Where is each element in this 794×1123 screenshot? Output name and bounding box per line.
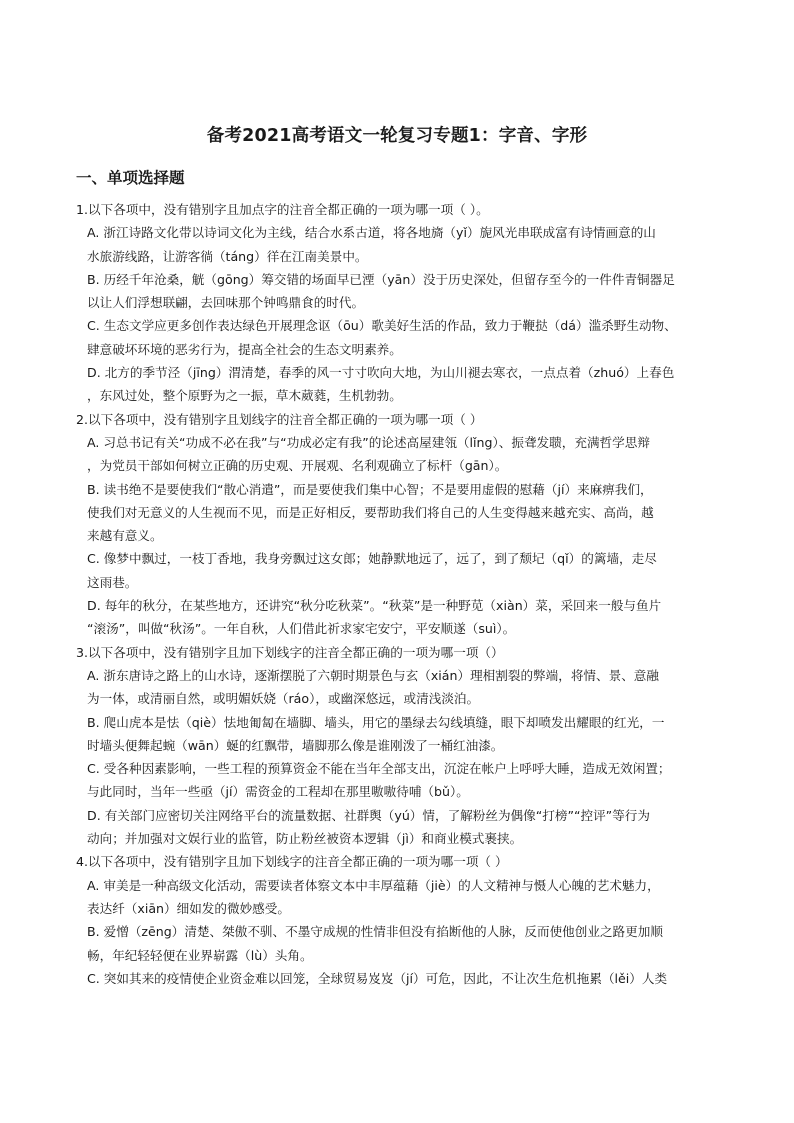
option-line: D. 每年的秋分，在某些地方，还讲究“秋分吃秋菜”。“秋菜”是一种野苋（xiàn）菜，采回来一般与鱼片 — [87, 598, 662, 614]
question-stem: 3.以下各项中，没有错别字且加下划线字的注音全都正确的一项为哪一项（） — [76, 644, 504, 660]
question-3 — [76, 641, 722, 851]
option-d[interactable] — [76, 804, 722, 851]
option-line: “滚汤”，叫做“秋汤”。一年自秋，人们借此祈求家宅安宁，平安顺遂（suì）。 — [87, 621, 516, 637]
option-line: A. 浙东唐诗之路上的山水诗，逐渐摆脱了六朝时期景色与玄（xián）理相割裂的弊端，将情、景、意融 — [87, 667, 659, 683]
option-b[interactable] — [76, 711, 722, 758]
option-line: 为一体，或清丽自然，或明媚妖娆（ráo），或幽深悠远，或清浅淡泊。 — [87, 691, 480, 707]
option-a[interactable] — [76, 431, 722, 478]
question-stem: 4.以下各项中，没有错别字且加下划线字的注音全都正确的一项为哪一项（ ） — [76, 854, 508, 870]
option-b[interactable] — [76, 268, 722, 315]
option-line: 表达纤（xiān）细如发的微妙感受。 — [87, 900, 290, 916]
option-b[interactable] — [76, 920, 722, 967]
option-c[interactable] — [76, 314, 722, 361]
question-1 — [76, 198, 722, 408]
option-a[interactable] — [76, 664, 722, 711]
option-c[interactable] — [76, 757, 722, 804]
option-line: B. 读书绝不是要使我们“散心消遣”，而是要使我们集中心智；不是要用虚假的慰藉（jí）来麻痹我们， — [87, 481, 653, 497]
option-line: C. 突如其来的疫情使企业资金难以回笼，全球贸易岌岌（jí）可危，因此，不让次生危机拖累（lěi）人类 — [87, 970, 668, 986]
option-line: A. 浙江诗路文化带以诗词文化为主线，结合水系古道，将各地旖（yǐ）旎风光串联成富有诗情画意的山 — [87, 225, 656, 241]
option-line: A. 审美是一种高级文化活动，需要读者体察文本中丰厚蕴藉（jiè）的人文精神与慑人心魄的艺术魅力， — [87, 877, 660, 893]
question-4 — [76, 850, 722, 990]
option-line: B. 历经千年沧桑，觥（gōng）筹交错的场面早已湮（yān）没于历史深处，但留存至今的一件件青铜器足 — [87, 271, 675, 287]
question-2 — [76, 408, 722, 641]
option-line: 水旅游线路，让游客徜（táng）徉在江南美景中。 — [87, 248, 368, 264]
option-line: B. 爬山虎本是怯（qiè）怯地匍匐在墙脚、墙头，用它的墨绿去勾线填缝，眼下却喷发出耀眼的红光，一 — [87, 714, 665, 730]
option-line: C. 生态文学应更多创作表达绿色开展理念讴（ōu）歌美好生活的作品，致力于鞭挞（dá）滥杀野生动物、 — [87, 318, 677, 334]
option-a[interactable] — [76, 874, 722, 921]
option-d[interactable] — [76, 594, 722, 641]
question-stem: 2.以下各项中，没有错别字且划线字的注音全都正确的一项为哪一项（ ） — [76, 411, 483, 427]
document-title: 备考2021高考语文一轮复习专题1：字音、字形 — [206, 126, 588, 146]
question-list — [76, 198, 722, 990]
option-line: 与此同时，当年一些亟（jí）需资金的工程却在那里嗷嗷待哺（bǔ）。 — [87, 784, 469, 800]
option-c[interactable] — [76, 547, 722, 594]
option-line: 来越有意义。 — [87, 528, 163, 544]
option-line: A. 习总书记有关“功成不必在我”与“功成必定有我”的论述高屋建瓴（lǐng）、振聋发聩，充满哲学思辩 — [87, 434, 650, 450]
option-line: B. 爱憎（zēng）清楚、桀傲不驯、不墨守成规的性情非但没有掐断他的人脉，反而使他创业之路更加顺 — [87, 924, 663, 940]
option-line: C. 受各种因素影响，一些工程的预算资金不能在当年全部支出，沉淀在帐户上呼呼大睡，造成无效闲置； — [87, 761, 671, 777]
option-line: ，东风过处，整个原野为之一振，草木葳蕤，生机勃勃。 — [87, 388, 402, 404]
option-line: D. 有关部门应密切关注网络平台的流量数据、社群舆（yú）情，了解粉丝为偶像“打榜”“控评”等行为 — [87, 807, 650, 823]
option-line: 肆意破坏环境的恶劣行为，提高全社会的生态文明素养。 — [87, 341, 402, 357]
option-line: 时墙头便舞起蜿（wān）蜒的红飘带，墙脚那么像是谁刚泼了一桶红油漆。 — [87, 737, 504, 753]
option-line: C. 像梦中飘过，一枝丁香地，我身旁飘过这女郎；她静默地远了，远了，到了颓圮（qǐ）的篱墙，走尽 — [87, 551, 657, 567]
option-c[interactable] — [76, 967, 722, 990]
option-d[interactable] — [76, 361, 722, 408]
option-b[interactable] — [76, 478, 722, 548]
option-line: 使我们对无意义的人生视而不见，而是正好相反，要帮助我们将自己的人生变得越来越充实、高尚，越 — [87, 504, 654, 520]
option-line: 以让人们浮想联翩，去回味那个钟鸣鼎食的时代。 — [87, 295, 365, 311]
option-line: 这雨巷。 — [87, 574, 138, 590]
option-a[interactable] — [76, 221, 722, 268]
option-line: 动向；并加强对文娱行业的监管，防止粉丝被资本逻辑（jì）和商业模式裹挟。 — [87, 831, 523, 847]
section-heading: 一、单项选择题 — [76, 169, 185, 187]
option-line: ，为党员干部如何树立正确的历史观、开展观、名利观确立了标杆（gān）。 — [87, 458, 508, 474]
option-line: 畅，年纪轻轻便在业界崭露（lù）头角。 — [87, 947, 313, 963]
option-line: D. 北方的季节泾（jīng）渭清楚，春季的风一寸寸吹向大地，为山川褪去寒衣，一点点着（zhuó）上春色 — [87, 365, 675, 381]
question-stem: 1.以下各项中，没有错别字且加点字的注音全都正确的一项为哪一项（ ）。 — [76, 202, 489, 217]
